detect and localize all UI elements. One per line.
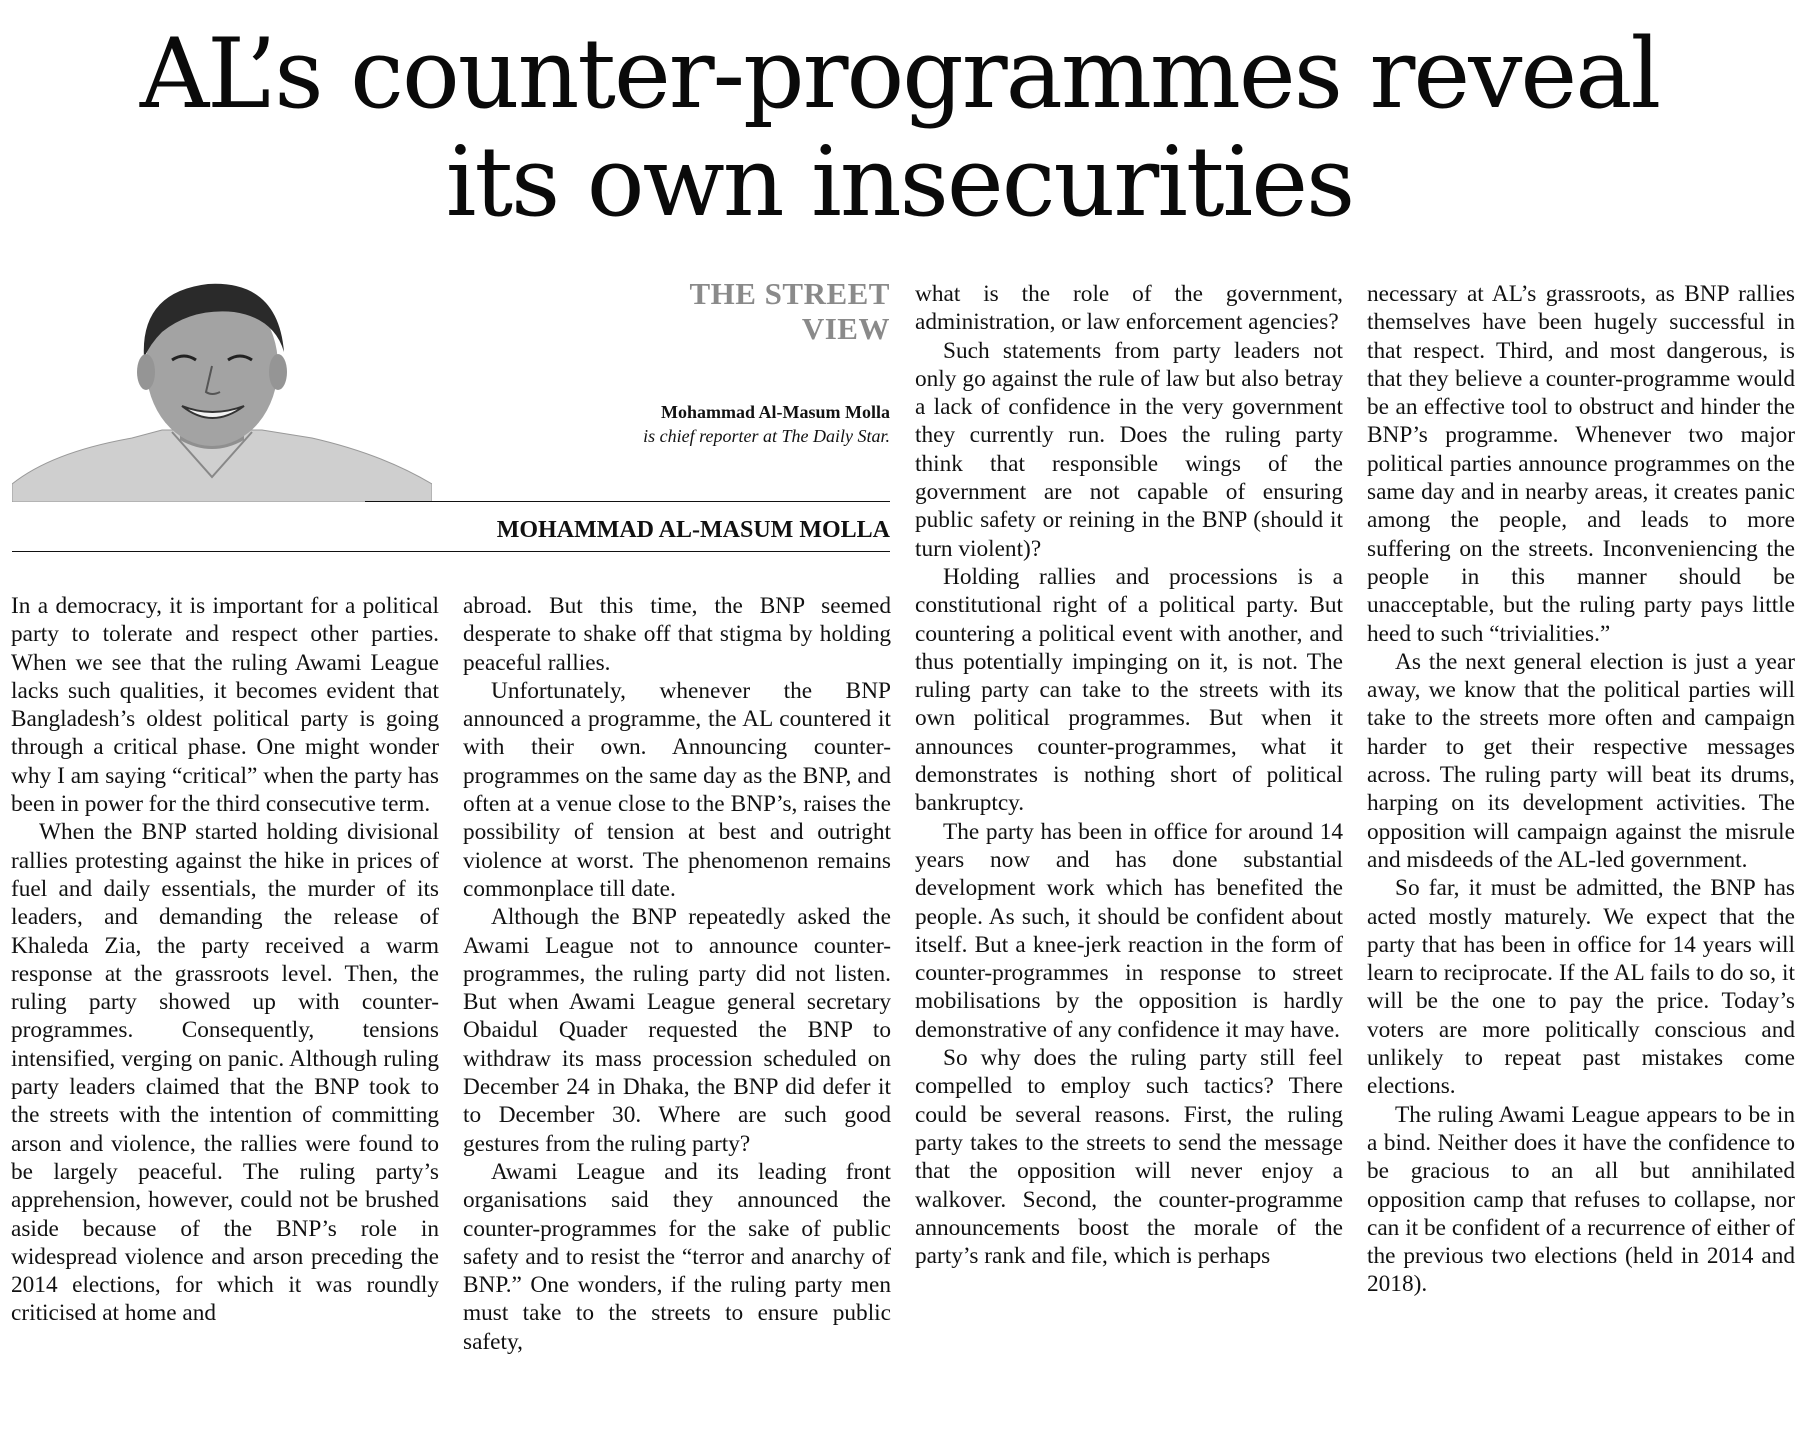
article-column-3 bbox=[915, 280, 1343, 1442]
article-paragraph: The ruling Awami League appears to be in a bind. Neither does it have the confidence to be gracious to an all but annihilated opposition camp that refuses to collapse, nor can it be confident of a recurrence of either of the previous two elections (held in 2014 and 2018). bbox=[1367, 1101, 1795, 1298]
author-role: is chief reporter at The Daily Star. bbox=[643, 426, 890, 446]
article-paragraph: abroad. But this time, the BNP seemed desperate to shake off that stigma by holding peaceful rallies. bbox=[463, 593, 891, 676]
article-paragraph: Awami League and its leading front organisations said they announced the counter-programmes for the sake of public safety and to resist the “terror and anarchy of BNP.” One wonders, if the ruling party men must take to the streets to ensure public safety, bbox=[463, 1158, 891, 1355]
article-paragraph: Holding rallies and processions is a constitutional right of a political party. But countering a political event with another, and thus potentially impinging on it, is not. The ruling party can take to the streets with its own political programmes. But when it announces counter-programmes, what it demonstrates is nothing short of political bankruptcy. bbox=[915, 563, 1343, 817]
column-name-line-2: VIEW bbox=[801, 311, 890, 346]
article-paragraph: So why does the ruling party still feel compelled to employ such tactics? There could be several reasons. First, the ruling party takes to the streets to send the message that the opposition will never enjoy a walkover. Second, the counter-programme announcements boost the morale of the party’s rank and file, which is perhaps bbox=[915, 1045, 1343, 1270]
article-paragraph: Unfortunately, whenever the BNP announced a programme, the AL countered it with their own. Announcing counter-programmes on the same day as the BNP, and often at a venue close to the BNP’s, raises the possibility of tension at best and outright violence at worst. The phenomenon remains commonplace till date. bbox=[463, 677, 891, 902]
article-paragraph: In a democracy, it is important for a political party to tolerate and respect other parties. When we see that the ruling Awami League lacks such qualities, it becomes evident that Bangladesh’s oldest political party is going through a critical phase. One might wonder why I am saying “critical” when the party has been in power for the third consecutive term. bbox=[11, 593, 439, 818]
article-column-1 bbox=[11, 592, 439, 1442]
article-paragraph: The party has been in office for around 14 years now and has done substantial development work which has benefited the people. As such, it should be confident about itself. But a knee-jerk reaction in the form of counter-programmes in response to street mobilisations by the opposition is hardly demonstrative of any confidence it may have. bbox=[915, 818, 1343, 1043]
article-paragraph: As the next general election is just a year away, we know that the political parties will take to the streets more often and campaign harder to get their respective messages across. The ruling party will beat its drums, harping on its development activities. The opposition will campaign against the misrule and misdeeds of the AL-led government. bbox=[1367, 648, 1795, 873]
headline-line-1: AL’s counter-programmes reveal bbox=[139, 18, 1660, 130]
author-bio bbox=[560, 400, 890, 448]
author-name: Mohammad Al-Masum Molla bbox=[661, 402, 890, 422]
article-column-2 bbox=[463, 592, 891, 1442]
article-paragraph: So far, it must be admitted, the BNP has acted mostly maturely. We expect that the party that has been in office for 14 years will learn to reciprocate. If the AL fails to do so, it will be the one to pay the price. Today’s voters are more politically conscious and unlikely to repeat past mistakes come elections. bbox=[1367, 875, 1795, 1100]
headline bbox=[0, 20, 1799, 236]
byline: MOHAMMAD AL-MASUM MOLLA bbox=[496, 517, 890, 543]
column-name bbox=[600, 276, 890, 346]
article-paragraph: Such statements from party leaders not only go against the rule of law but also betray a lack of confidence in the very government they currently run. Does the ruling party think that responsible wings of the government are not capable of ensuring public safety or reining in the BNP (should it turn violent)? bbox=[915, 337, 1343, 562]
article-paragraph: what is the role of the government, administration, or law enforcement agencies? bbox=[915, 281, 1343, 336]
headline-line-2: its own insecurities bbox=[445, 126, 1354, 238]
author-portrait-icon bbox=[12, 262, 432, 502]
article-paragraph: necessary at AL’s grassroots, as BNP rallies themselves have been hugely successful in that respect. Third, and most dangerous, is that they believe a counter-programme would be an effective tool to obstruct and hinder the BNP’s programme. Whenever two major political parties announce programmes on the same day and in nearby areas, it creates panic among the people, and leads to more suffering on the streets. Inconveniencing the people in this manner should be unacceptable, but the ruling party pays little heed to such “trivialities.” bbox=[1367, 281, 1795, 647]
divider-bottom bbox=[12, 551, 890, 552]
article-paragraph: When the BNP started holding divisional rallies protesting against the hike in prices of fuel and daily essentials, the murder of its leaders, and demanding the release of Khaleda Zia, the party received a warm response at the grassroots level. Then, the ruling party showed up with counter-programmes. Consequently, tensions intensified, verging on panic. Although ruling party leaders claimed that the BNP took to the streets with the intention of committing arson and violence, the rallies were found to be largely peaceful. The ruling party’s apprehension, however, could not be brushed aside because of the BNP’s role in widespread violence and arson preceding the 2014 elections, for which it was roundly criticised at home and bbox=[11, 819, 439, 1327]
column-name-line-1: THE STREET bbox=[689, 276, 890, 311]
article-paragraph: Although the BNP repeatedly asked the Awami League not to announce counter-programmes, the ruling party did not listen. But when Awami League general secretary Obaidul Quader requested the BNP to withdraw its mass procession scheduled on December 24 in Dhaka, the BNP did defer it to December 30. Where are such good gestures from the ruling party? bbox=[463, 904, 891, 1157]
article-column-4 bbox=[1367, 280, 1795, 1442]
divider-top bbox=[365, 501, 890, 502]
